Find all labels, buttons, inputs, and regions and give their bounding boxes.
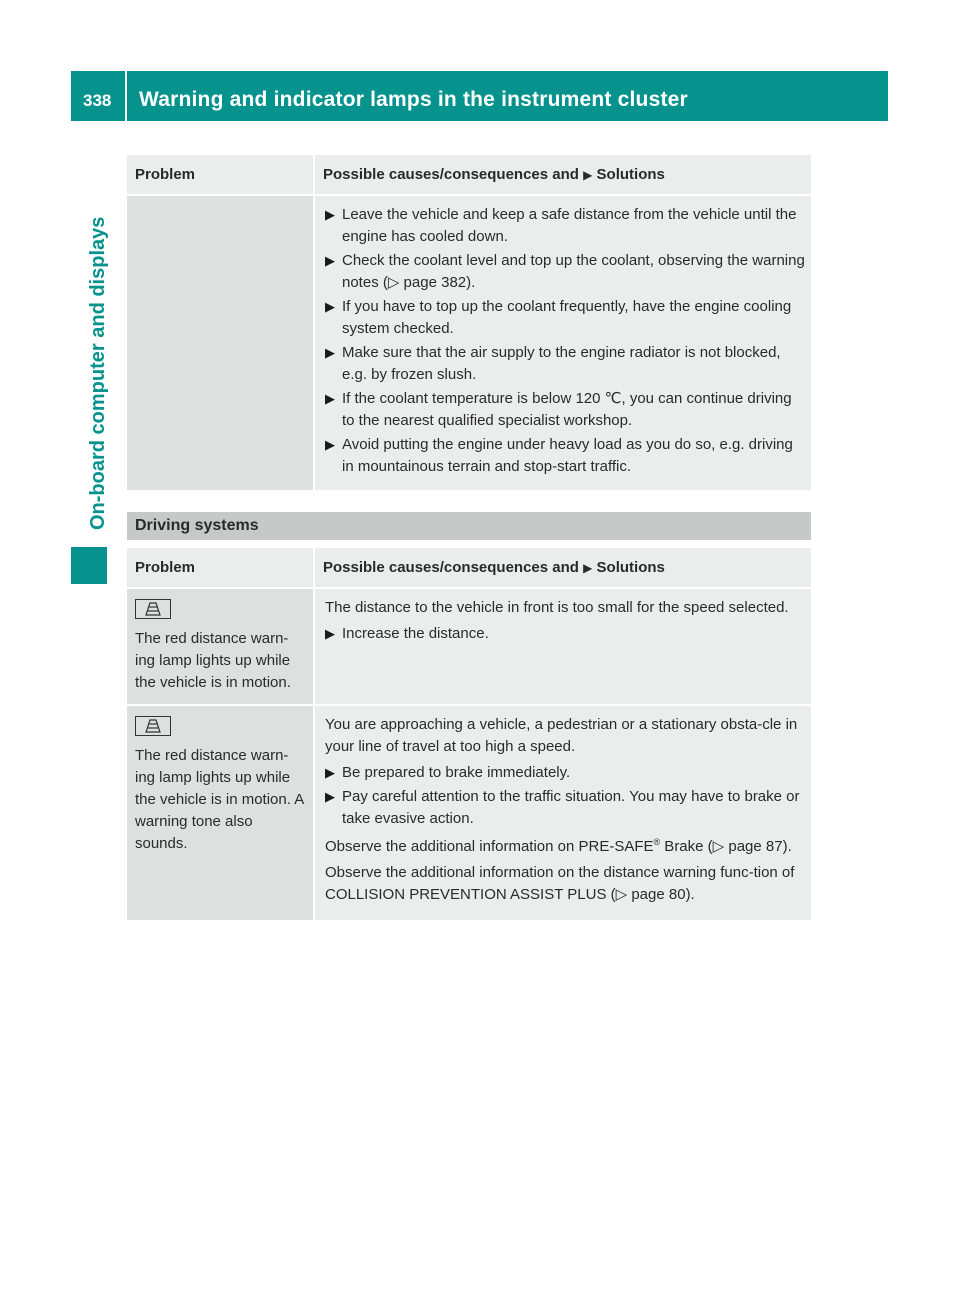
list-item: ▶ Pay careful attention to the traffic situation. You may have to brake or take evasive action. [325,788,800,827]
arrow-right-icon: ▶ [325,437,335,452]
problem-cell [127,705,314,921]
list-item: ▶ If the coolant temperature is below 120 ℃, you can continue driving to the nearest qualified specialist workshop. [325,390,792,429]
list-item: ▶ Check the coolant level and top up the coolant, observing the warning notes (▷ page 382). [325,252,805,291]
table-row [127,588,811,705]
section-heading: Driving systems [127,512,811,540]
header-divider [125,71,127,121]
list-item: ▶ If you have to top up the coolant frequently, have the engine cooling system checked. [325,298,792,337]
page-header [71,71,888,121]
page-number: 338 [83,91,112,110]
distance-warning-icon [135,716,171,736]
cause-text: You are approaching a vehicle, a pedestrian or a stationary obsta-cle in your line of travel at too high a speed. [325,716,798,755]
problem-cell [127,195,314,491]
side-chapter-label: On-board computer and displays [87,216,109,530]
list-item: ▶ Make sure that the air supply to the engine radiator is not blocked, e.g. by frozen slush. [325,344,781,383]
solutions-cell [314,195,811,491]
arrow-right-icon: ▶ [325,345,335,360]
table-row [127,705,811,921]
arrow-right-icon: ▶ [583,168,593,182]
arrow-right-icon: ▶ [325,391,335,406]
problem-text: The red distance warn-ing lamp lights up while the vehicle is in motion. [135,630,291,691]
list-item: ▶ Avoid putting the engine under heavy load as you do so, e.g. driving in mountainous terrain and stop-start traffic. [325,436,793,475]
driving-systems-table [127,548,811,922]
note-text: Observe the additional information on PRE-SAFE® Brake (▷ page 87). [325,837,792,855]
problem-cell [127,588,314,705]
problem-text: The red distance warn-ing lamp lights up while the vehicle is in motion. A warning tone also sounds. [135,747,304,852]
arrow-right-icon: ▶ [325,626,335,641]
table-header-row [127,155,811,195]
coolant-table [127,155,811,492]
arrow-right-icon: ▶ [325,789,335,804]
problem-header: Problem [127,548,314,588]
side-chapter-tab [71,547,107,584]
cause-text: The distance to the vehicle in front is too small for the speed selected. [325,599,789,616]
table-row [127,195,811,491]
list-item: ▶ Be prepared to brake immediately. [325,762,805,784]
list-item: ▶ Increase the distance. [325,623,805,645]
list-item: ▶ Leave the vehicle and keep a safe distance from the vehicle until the engine has cooled down. [325,206,797,245]
arrow-right-icon: ▶ [325,299,335,314]
causes-header: Possible causes/consequences and ▶ Solutions [314,155,811,195]
arrow-right-icon: ▶ [325,765,335,780]
note-text: Observe the additional information on the distance warning func-tion of COLLISION PREVENTION ASSIST PLUS (▷ page 80). [325,864,795,903]
arrow-right-icon: ▶ [325,253,335,268]
distance-warning-icon [135,599,171,619]
arrow-right-icon: ▶ [325,207,335,222]
arrow-right-icon: ▶ [583,561,593,575]
causes-header: Possible causes/consequences and ▶ Solutions [314,548,811,588]
solutions-cell [314,705,811,921]
solutions-cell [314,588,811,705]
page-title: Warning and indicator lamps in the instrument cluster [139,88,688,111]
problem-header: Problem [127,155,314,195]
table-header-row [127,548,811,588]
